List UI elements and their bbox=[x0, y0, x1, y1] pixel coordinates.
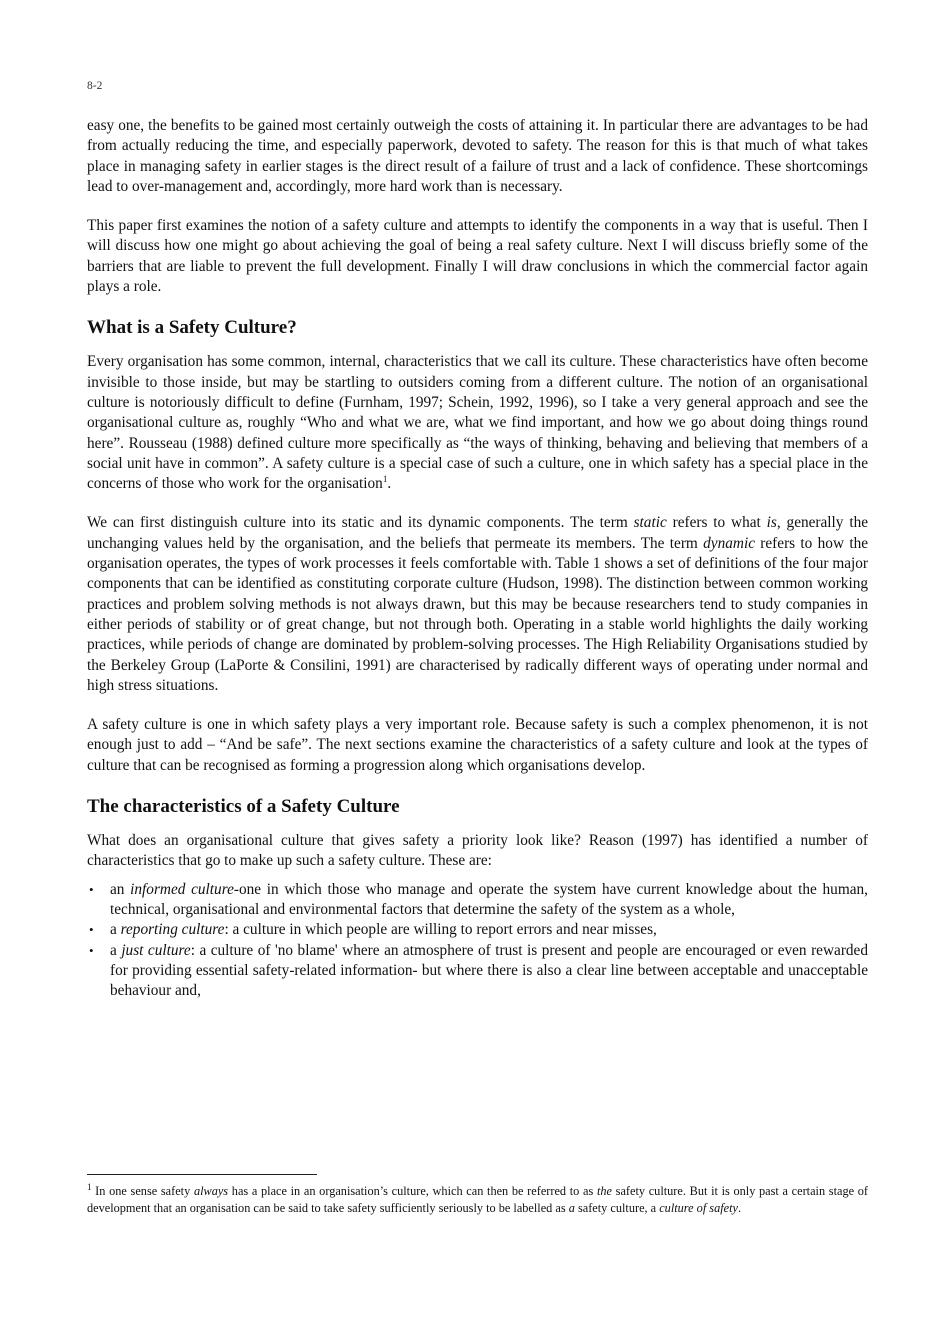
document-body bbox=[87, 116, 868, 1001]
list-item: • an informed culture-one in which those who manage and operate the system have current knowledge about the human, technical, organisational and environmental factors that determine the safety of the system as a whole, bbox=[110, 880, 868, 921]
section-2-paragraph-1: What does an organisational culture that gives safety a priority look like? Reason (1997) has identified a number of characteristics that go to make up such a safety culture. These are: bbox=[87, 832, 868, 870]
section-1-paragraph-3: A safety culture is one in which safety plays a very important role. Because safety is such a complex phenomenon, it is not enough just to add – “And be safe”. The next sections examine the characteristics of a safety culture and look at the types of culture that can be recognised as forming a progression along which organisations develop. bbox=[87, 716, 868, 774]
section-heading-characteristics: The characteristics of a Safety Culture bbox=[87, 796, 400, 818]
characteristics-list bbox=[87, 880, 868, 1002]
footnote-marker: 1 bbox=[87, 1181, 92, 1192]
footnote-reference[interactable]: 1 bbox=[382, 474, 388, 485]
intro-paragraph-1: easy one, the benefits to be gained most certainly outweigh the costs of attaining it. In particular there are advantages to be had from actually reducing the time, and especially paperwork, devoted to safety. The reason for this is that much of what takes place in managing safety in earlier stages is the direct result of a failure of trust and a lack of confidence. These shortcomings lead to over-management and, accordingly, more hard work than is necessary. bbox=[87, 117, 868, 195]
list-item: • a just culture: a culture of 'no blame' where an atmosphere of trust is present and people are encouraged or even rewarded for providing essential safety-related information- but where there is also a clear line between acceptable and unacceptable behaviour and, bbox=[110, 941, 868, 1002]
page-number: 8-2 bbox=[87, 80, 103, 92]
list-item: • a reporting culture: a culture in which people are willing to report errors and near misses, bbox=[110, 920, 868, 940]
section-heading-what-is-safety-culture: What is a Safety Culture? bbox=[87, 317, 297, 339]
footnote: $^1$ In one sense safety always has a place in an organisation’s culture, which can then be referred to as the safety culture. But it is only past a certain stage of development that an organisation can be said to take safety sufficiently seriously to be labelled as a safety culture, a culture of safety. bbox=[87, 1181, 868, 1215]
footnote-divider bbox=[87, 1174, 317, 1175]
section-1-paragraph-2: We can first distinguish culture into its static and its dynamic components. The term static refers to what is, generally the unchanging values held by the organisation, and the beliefs that permeate its members. The term dynamic refers to how the organisation operates, the types of work processes it feels comfortable with. Table 1 shows a set of definitions of the four major components that can be identified as constituting corporate culture (Hudson, 1998). The distinction between common working practices and problem solving methods is not always drawn, but this may be because researchers tend to study companies in either periods of stability or of great change, but not through both. Operating in a stable world highlights the daily working practices, while periods of change are dominated by problem-solving processes. The High Reliability Organisations studied by the Berkeley Group (LaPorte & Consilini, 1991) are characterised by radically different ways of operating under normal and high stress situations. bbox=[87, 514, 869, 694]
section-1-paragraph-1: Every organisation has some common, internal, characteristics that we call its culture. These characteristics have often become invisible to those inside, but may be startling to outsiders coming from a different culture. The notion of an organisational culture is notoriously difficult to define (Furnham, 1997; Schein, 1992, 1996), so I take a very general approach and see the organisational culture as, roughly “Who and what we are, what we find important, and how we go about doing things round here”. Rousseau (1988) defined culture more specifically as “the ways of thinking, behaving and believing that members of a social unit have in common”. A safety culture is a special case of such a culture, one in which safety has a special place in the concerns of those who work for the organisation$^1$. bbox=[87, 353, 868, 493]
intro-paragraph-2: This paper first examines the notion of a safety culture and attempts to identify the components in a way that is useful. Then I will discuss how one might go about achieving the goal of being a real safety culture. Next I will discuss briefly some of the barriers that are liable to prevent the full development. Finally I will draw conclusions in which the commercial factor again plays a role. bbox=[87, 217, 868, 296]
